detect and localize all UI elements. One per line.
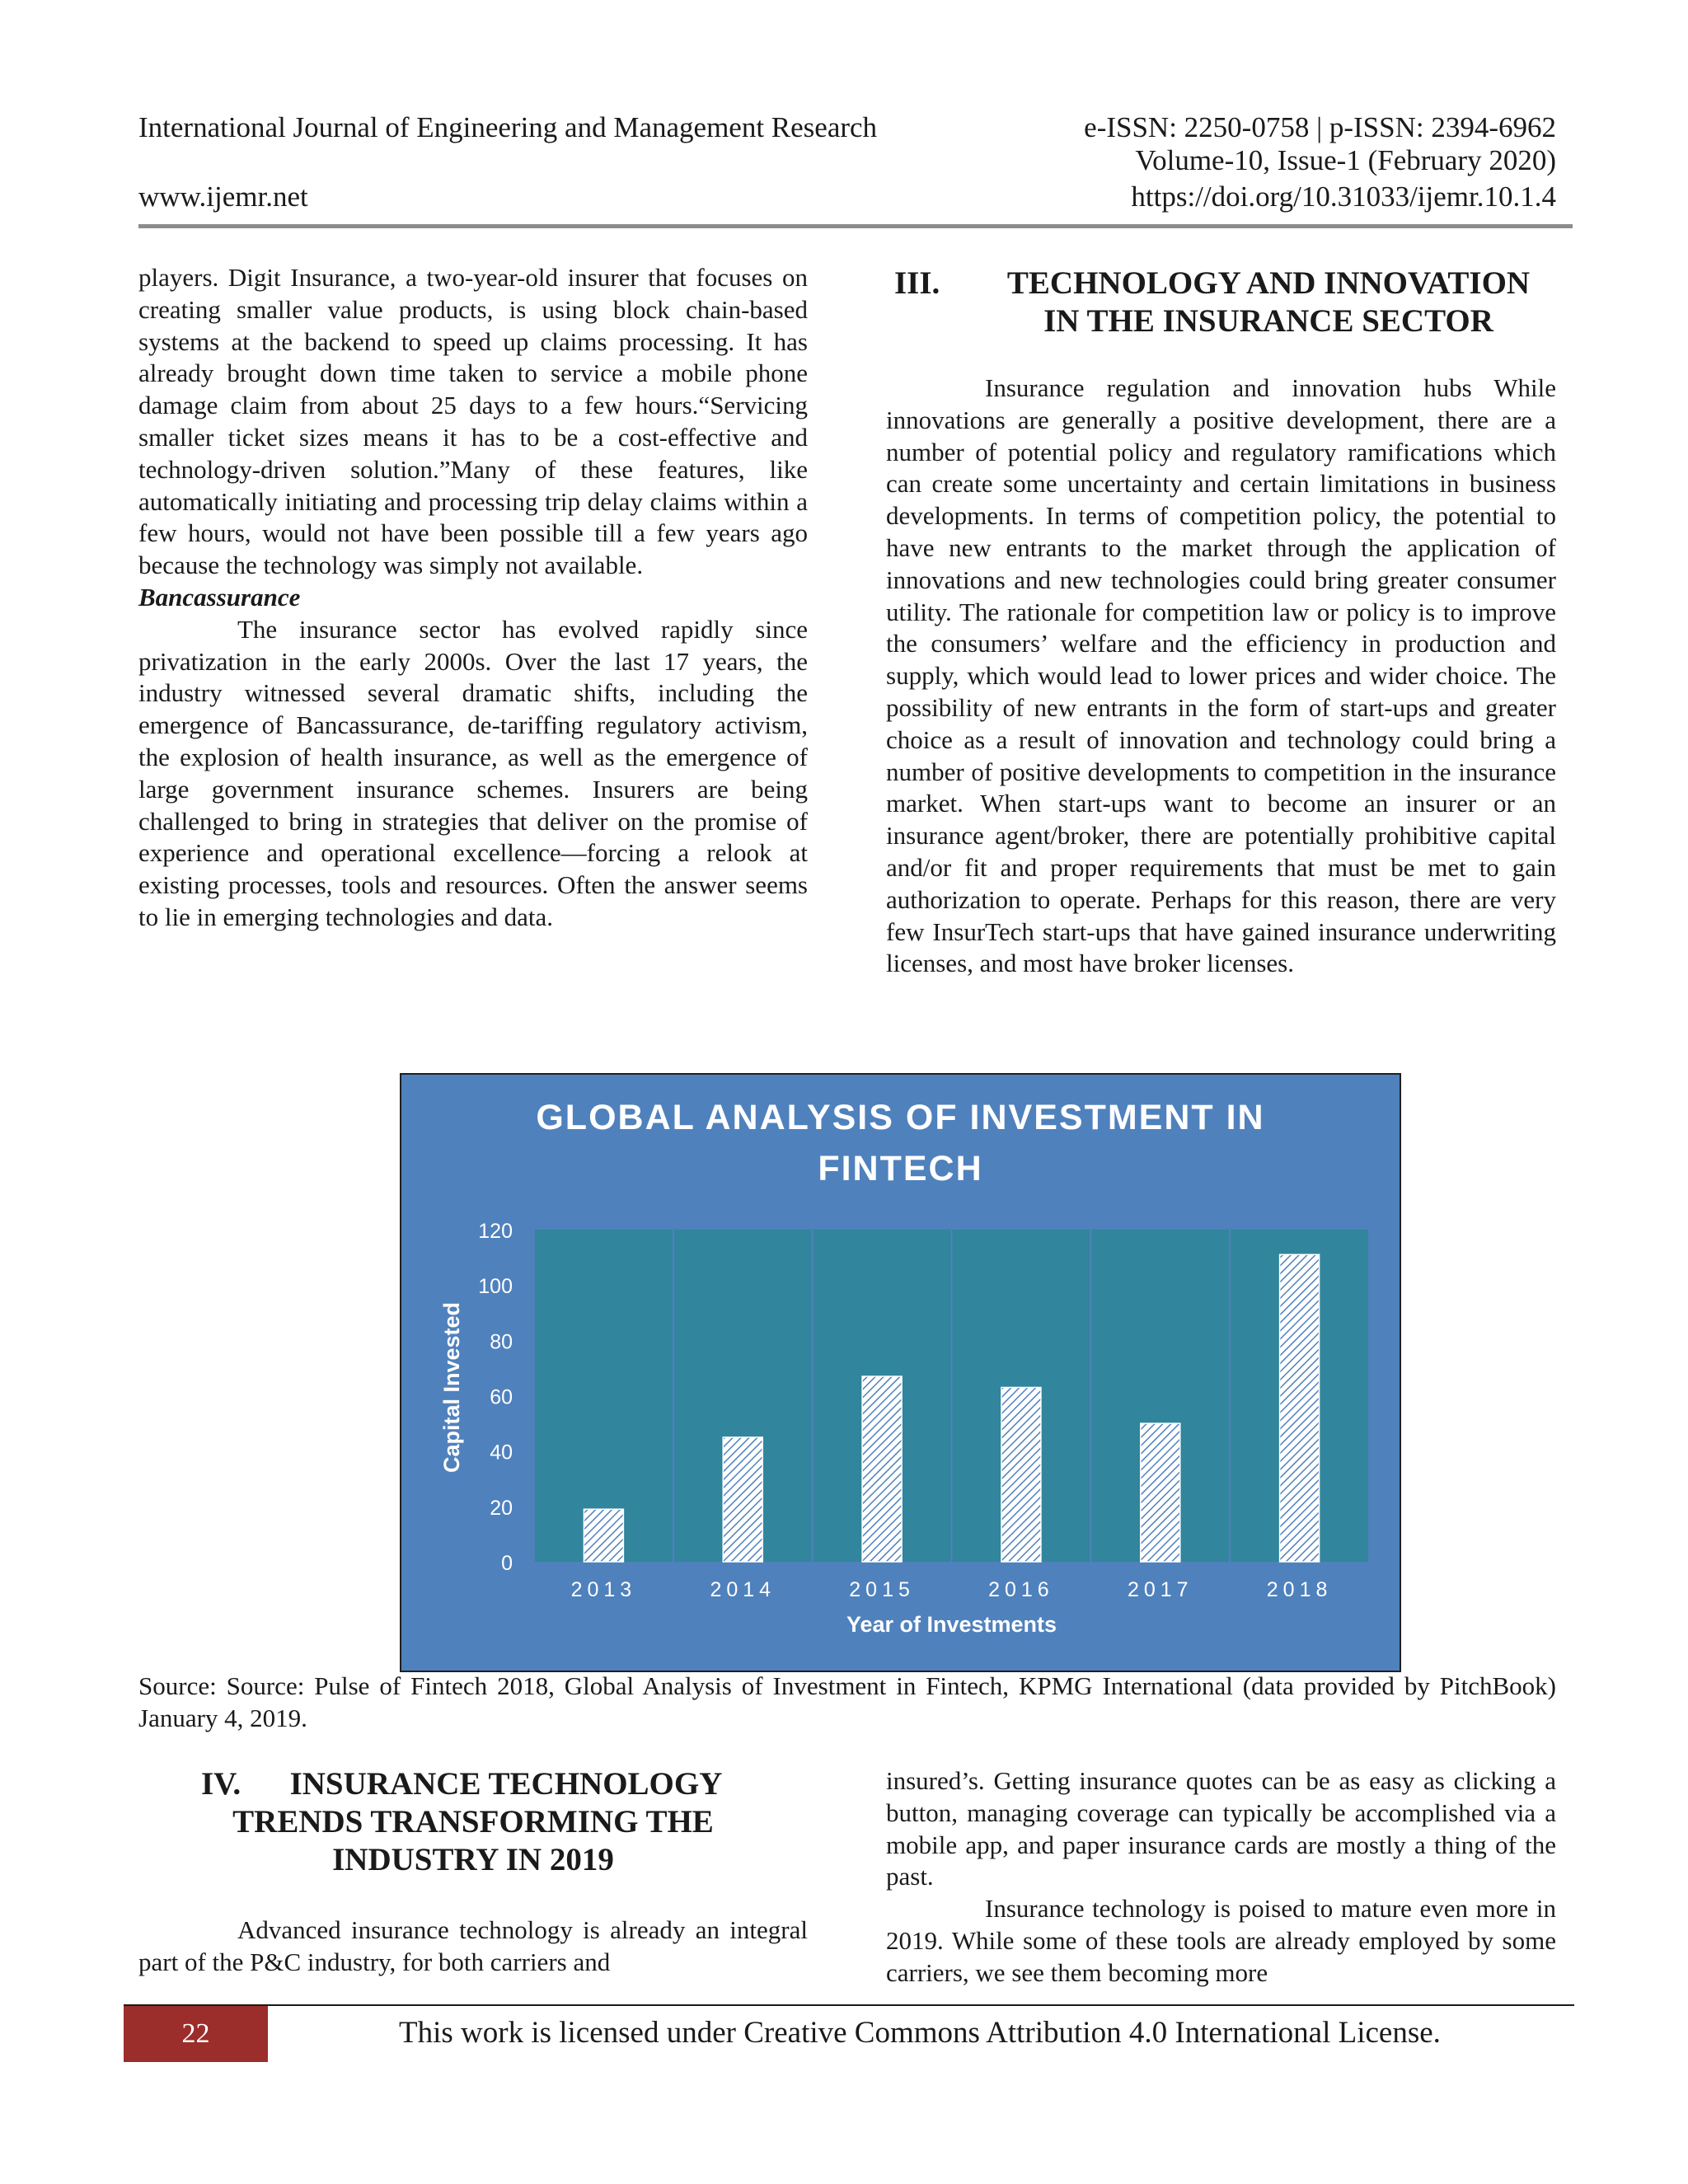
paragraph: Advanced insurance technology is already an integral part of the P&C industry, for both carriers and [138, 1915, 808, 1976]
section-title-line: INSURANCE TECHNOLOGY [289, 1766, 723, 1802]
x-tick-label: 2014 [710, 1578, 776, 1601]
chart-title-line-1: GLOBAL ANALYSIS OF INVESTMENT IN [536, 1098, 1265, 1137]
x-tick-label: 2016 [988, 1578, 1054, 1601]
y-tick-label: 80 [490, 1330, 513, 1354]
section-heading-iii [894, 265, 1544, 340]
doi-link[interactable]: https://doi.org/10.31033/ijemr.10.1.4 [1131, 180, 1556, 213]
left-column-text [138, 262, 808, 934]
y-tick-label: 100 [478, 1275, 513, 1299]
footer-divider [124, 2004, 1574, 2006]
license-notice[interactable]: This work is licensed under Creative Commons Attribution 4.0 International License. [399, 2016, 1441, 2050]
paragraph: players. Digit Insurance, a two-year-old insurer that focuses on creating smaller value products, is using block chain-based systems at the backend to speed up claims processing. It has already brought down time taken to service a mobile phone damage claim from about 25 days to a few hours.“Servicing smaller ticket sizes means it has to be a cost-effective and technology-driven solution.”Many of these features, like automatically initiating and processing trip delay claims within a few hours, would not have been possible till a few years ago because the technology was simply not available. [138, 263, 808, 580]
x-tick-label: 2017 [1127, 1578, 1193, 1601]
bar-2013 [584, 1509, 623, 1562]
journal-website[interactable]: www.ijemr.net [138, 180, 308, 213]
section-title-line: IN THE INSURANCE SECTOR [1043, 303, 1493, 339]
paragraph: The insurance sector has evolved rapidly since privatization in the early 2000s. Over the last 17 years, the industry witnessed several dramatic shifts, including the emergence of Bancassurance, de-tariffing regulatory activism, the explosion of health insurance, as well as the emergence of large government insurance schemes. Insurers are being challenged to bring in strategies that deliver on the promise of experience and operational excellence—forcing a relook at existing processes, tools and resources. Often the answer seems to lie in emerging technologies and data. [138, 614, 808, 931]
chart-title-line-2: FINTECH [818, 1149, 983, 1188]
section-number: IV. [201, 1766, 241, 1802]
page-number: 22 [124, 2006, 268, 2062]
fintech-investment-chart [400, 1073, 1401, 1672]
issn: e-ISSN: 2250-0758 | p-ISSN: 2394-6962 [1084, 111, 1556, 143]
section-heading-iv [138, 1765, 808, 1879]
bar-2018 [1280, 1254, 1320, 1562]
y-tick-label: 40 [490, 1441, 513, 1465]
bar-2014 [723, 1437, 762, 1562]
volume-issue: Volume-10, Issue-1 (February 2020) [1135, 144, 1556, 176]
y-tick-label: 120 [478, 1220, 513, 1243]
running-header [138, 111, 1556, 144]
paragraph: Insurance regulation and innovation hubs While innovations are generally a positive development, there are a number of potential policy and regulatory ramifications which can create some uncertainty and certain limitations in business developments. In terms of competition policy, the potential to have new entrants to the market through the application of innovations and new technologies could bring greater consumer utility. The rationale for competition law or policy is to improve the consumers’ welfare and the efficiency in production and supply, which would lead to lower prices and wider choice. The possibility of new entrants in the form of start-ups and greater choice as a result of innovation and technology could bring a number of positive developments to competition in the insurance market. When start-ups want to become an insurer or an insurance agent/broker, there are potentially prohibitive capital and/or fit and proper requirements that must be met to gain authorization to operate. Perhaps for this reason, there are very few InsurTech start-ups that have gained insurance underwriting licenses, and most have broker licenses. [886, 373, 1556, 978]
left-column-bottom-text [138, 1915, 808, 1979]
section-number: III. [894, 265, 940, 301]
bar-2015 [862, 1376, 902, 1562]
y-tick-label: 60 [490, 1385, 513, 1409]
x-tick-label: 2018 [1266, 1578, 1333, 1601]
journal-name: International Journal of Engineering and Management Research [138, 111, 878, 143]
y-tick-label: 0 [501, 1552, 513, 1575]
subheading-bancassurance: Bancassurance [138, 582, 301, 612]
right-column-text [886, 373, 1556, 980]
header-divider [138, 224, 1573, 228]
x-tick-label: 2013 [570, 1578, 637, 1601]
section-title-line: TECHNOLOGY AND INNOVATION [1006, 265, 1531, 301]
paragraph: insured’s. Getting insurance quotes can be as easy as clicking a button, managing coverage can typically be accomplished via a mobile app, and paper insurance cards are mostly a thing of the past. [886, 1766, 1556, 1891]
section-title-line: INDUSTRY IN 2019 [332, 1842, 614, 1877]
bar-2017 [1141, 1423, 1180, 1562]
x-axis-title: Year of Investments [846, 1612, 1057, 1637]
chart-canvas [401, 1075, 1400, 1671]
bar-2016 [1001, 1387, 1041, 1562]
x-tick-label: 2015 [849, 1578, 915, 1601]
figure-source-caption: Source: Source: Pulse of Fintech 2018, Global Analysis of Investment in Fintech, KPMG International (data provided by PitchBook) January 4, 2019. [138, 1671, 1556, 1732]
y-tick-label: 20 [490, 1496, 513, 1520]
paragraph: Insurance technology is poised to mature even more in 2019. While some of these tools are already employed by some carriers, we see them becoming more [886, 1894, 1556, 1987]
section-title-line: TRENDS TRANSFORMING THE [232, 1804, 714, 1840]
y-axis-title: Capital Invested [439, 1301, 464, 1474]
web-line [138, 180, 1556, 213]
right-column-bottom-text [886, 1765, 1556, 1990]
